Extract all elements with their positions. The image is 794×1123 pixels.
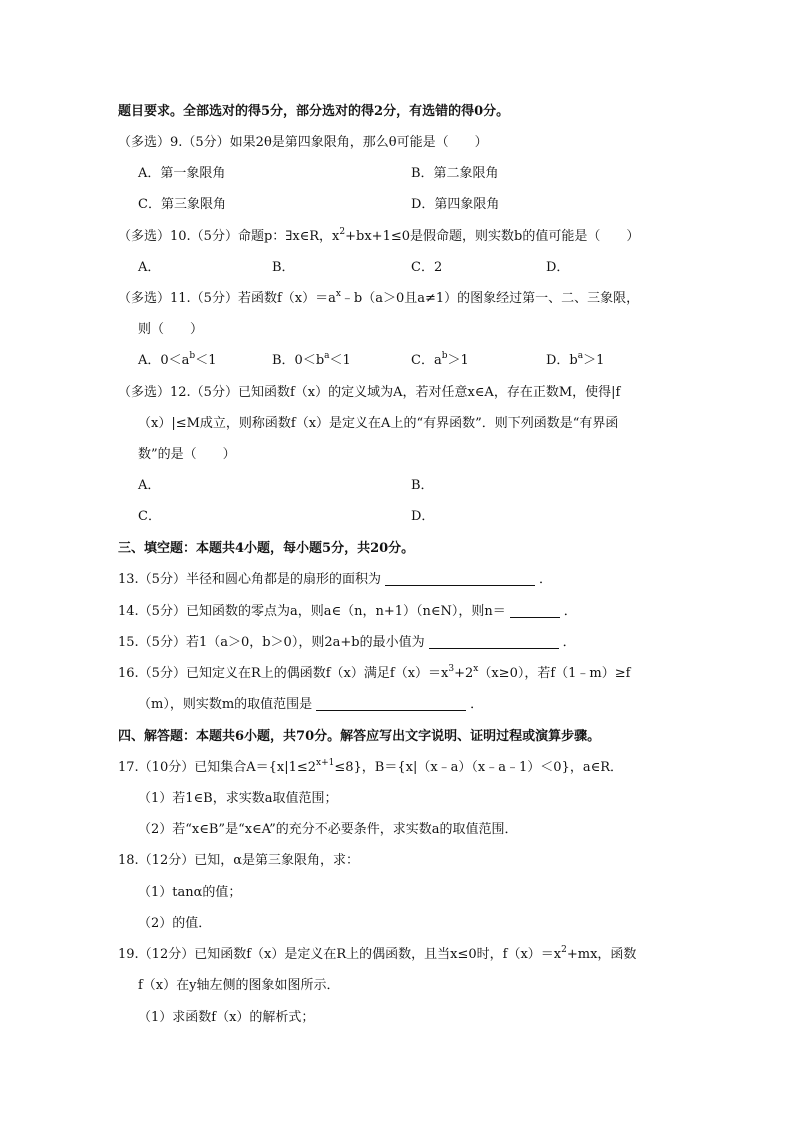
q11-option-b-exp: a bbox=[324, 351, 330, 361]
q11-option-d-pre: D．b bbox=[546, 353, 578, 368]
question-15 bbox=[118, 634, 576, 652]
q11-option-d-exp: a bbox=[577, 351, 584, 361]
q11-option-b-post: ＜1 bbox=[329, 353, 351, 368]
question-16-line1 bbox=[118, 665, 630, 683]
q16-line2-text: （m），则实数m的取值范围是 bbox=[138, 697, 313, 712]
q10-option-c: C．2 bbox=[411, 260, 443, 275]
q15-end: ． bbox=[562, 635, 576, 650]
q12-option-b: B． bbox=[411, 478, 434, 493]
q13-end: ． bbox=[538, 572, 552, 587]
q19-line1-post: +mx，函数 bbox=[566, 947, 637, 962]
question-13 bbox=[118, 571, 552, 589]
question-18-stem: 18.（12分）已知，α是第三象限角，求： bbox=[118, 853, 359, 868]
q11-option-c-post: ＞1 bbox=[447, 353, 469, 368]
instructions-text: 题目要求。全部选对的得5分，部分选对的得2分，有选错的得0分。 bbox=[118, 104, 510, 119]
q14-text: 14.（5分）已知函数的零点为a，则a∈（n，n+1）（n∈N），则n＝ bbox=[118, 604, 506, 619]
q13-answer-blank[interactable] bbox=[385, 571, 535, 586]
question-12-line2: （x）|≤M成立，则称函数f（x）是定义在A上的“有界函数”．则下列函数是“有界函 bbox=[138, 416, 619, 431]
q15-text: 15.（5分）若1（a＞0，b＞0），则2a+b的最小值为 bbox=[118, 635, 425, 650]
q12-option-a: A． bbox=[138, 478, 161, 493]
q16-line1-pre: 16.（5分）已知定义在R上的偶函数f（x）满足f（x）＝x bbox=[118, 666, 449, 681]
q11-option-a-pre: A．0＜a bbox=[138, 353, 190, 368]
q15-answer-blank[interactable] bbox=[429, 634, 559, 649]
q10-exponent: 2 bbox=[339, 227, 346, 237]
q19-exponent: 2 bbox=[561, 945, 567, 955]
q10-stem-pre: （多选）10.（5分）命题p：∃x∈R，x bbox=[118, 229, 340, 244]
q11-option-a-exp: b bbox=[189, 351, 196, 361]
q14-end: ． bbox=[563, 604, 577, 619]
q11-option-c-pre: C．a bbox=[411, 353, 442, 368]
q11-option-a-post: ＜1 bbox=[195, 353, 217, 368]
q11-option-d bbox=[546, 352, 604, 370]
q16-exp-x: x bbox=[473, 664, 479, 674]
q19-line1-pre: 19.（12分）已知函数f（x）是定义在R上的偶函数，且当x≤0时，f（x）＝x bbox=[118, 947, 562, 962]
question-19-line1 bbox=[118, 946, 636, 964]
q16-answer-blank[interactable] bbox=[316, 696, 466, 711]
q11-option-a bbox=[138, 352, 216, 370]
question-17-stem bbox=[118, 759, 623, 777]
question-14 bbox=[118, 603, 577, 621]
q16-line1-mid: +2 bbox=[454, 666, 474, 681]
question-18-part1: （1）tanα的值； bbox=[138, 885, 242, 900]
q16-line1-post: （x≥0），若f（1﹣m）≥f bbox=[478, 666, 631, 681]
q11-stem-pre: （多选）11.（5分）若函数f（x）＝a bbox=[118, 291, 336, 306]
section-4-heading: 四、解答题：本题共6小题，共70分。解答应写出文字说明、证明过程或演算步骤。 bbox=[118, 729, 601, 744]
q13-text: 13.（5分）半径和圆心角都是的扇形的面积为 bbox=[118, 572, 381, 587]
question-16-line2 bbox=[138, 696, 483, 714]
q17-stem-pre: 17.（10分）已知集合A＝{x|1≤2 bbox=[118, 760, 317, 775]
q11-option-b-pre: B．0＜b bbox=[272, 353, 325, 368]
q12-option-d: D． bbox=[411, 509, 435, 524]
q12-option-c: C． bbox=[138, 509, 161, 524]
q11-option-c bbox=[411, 352, 469, 370]
q10-option-b: B． bbox=[272, 260, 295, 275]
question-12-line3: 数”的是（ ） bbox=[138, 447, 236, 462]
q16-exp-3: 3 bbox=[448, 664, 455, 674]
question-11-stem-cont: 则（ ） bbox=[138, 322, 204, 337]
q14-answer-blank[interactable] bbox=[510, 603, 560, 618]
q9-option-a: A．第一象限角 bbox=[138, 166, 226, 181]
question-18-part2: （2）的值． bbox=[138, 916, 212, 931]
q11-option-c-exp: b bbox=[441, 351, 448, 361]
q17-exponent: x+1 bbox=[316, 758, 335, 768]
question-10-stem bbox=[118, 228, 639, 246]
q11-option-b bbox=[272, 352, 351, 370]
q16-end: ． bbox=[470, 697, 484, 712]
question-12-line1: （多选）12.（5分）已知函数f（x）的定义域为A，若对任意x∈A，存在正数M，使得|f bbox=[118, 385, 621, 400]
q9-option-b: B．第二象限角 bbox=[411, 166, 499, 181]
question-17-part2: （2）若“x∈B”是“x∈A”的充分不必要条件，求实数a的取值范围． bbox=[138, 822, 518, 837]
question-17-part1: （1）若1∈B，求实数a取值范围； bbox=[138, 791, 338, 806]
q17-stem-post: ≤8}，B＝{x|（x﹣a）（x﹣a﹣1）＜0}，a∈R． bbox=[334, 760, 623, 775]
section-3-heading: 三、填空题：本题共4小题，每小题5分，共20分。 bbox=[118, 541, 415, 556]
question-9-stem: （多选）9.（5分）如果2θ是第四象限角，那么θ可能是（ ） bbox=[118, 135, 488, 150]
q10-option-a: A． bbox=[138, 260, 161, 275]
q11-option-d-post: ＞1 bbox=[583, 353, 605, 368]
q10-stem-post: +bx+1≤0是假命题，则实数b的值可能是（ ） bbox=[345, 229, 640, 244]
q9-option-c: C．第三象限角 bbox=[138, 197, 226, 212]
question-19-part1: （1）求函数f（x）的解析式； bbox=[138, 1010, 315, 1025]
q9-option-d: D．第四象限角 bbox=[411, 197, 500, 212]
question-19-line2: f（x）在y轴左侧的图象如图所示． bbox=[138, 978, 340, 993]
q11-exponent: x bbox=[335, 289, 341, 299]
question-11-stem bbox=[118, 290, 639, 308]
q10-option-d: D． bbox=[546, 260, 570, 275]
q11-stem-post: ﹣b（a＞0且a≠1）的图象经过第一、二、三象限， bbox=[340, 291, 640, 306]
